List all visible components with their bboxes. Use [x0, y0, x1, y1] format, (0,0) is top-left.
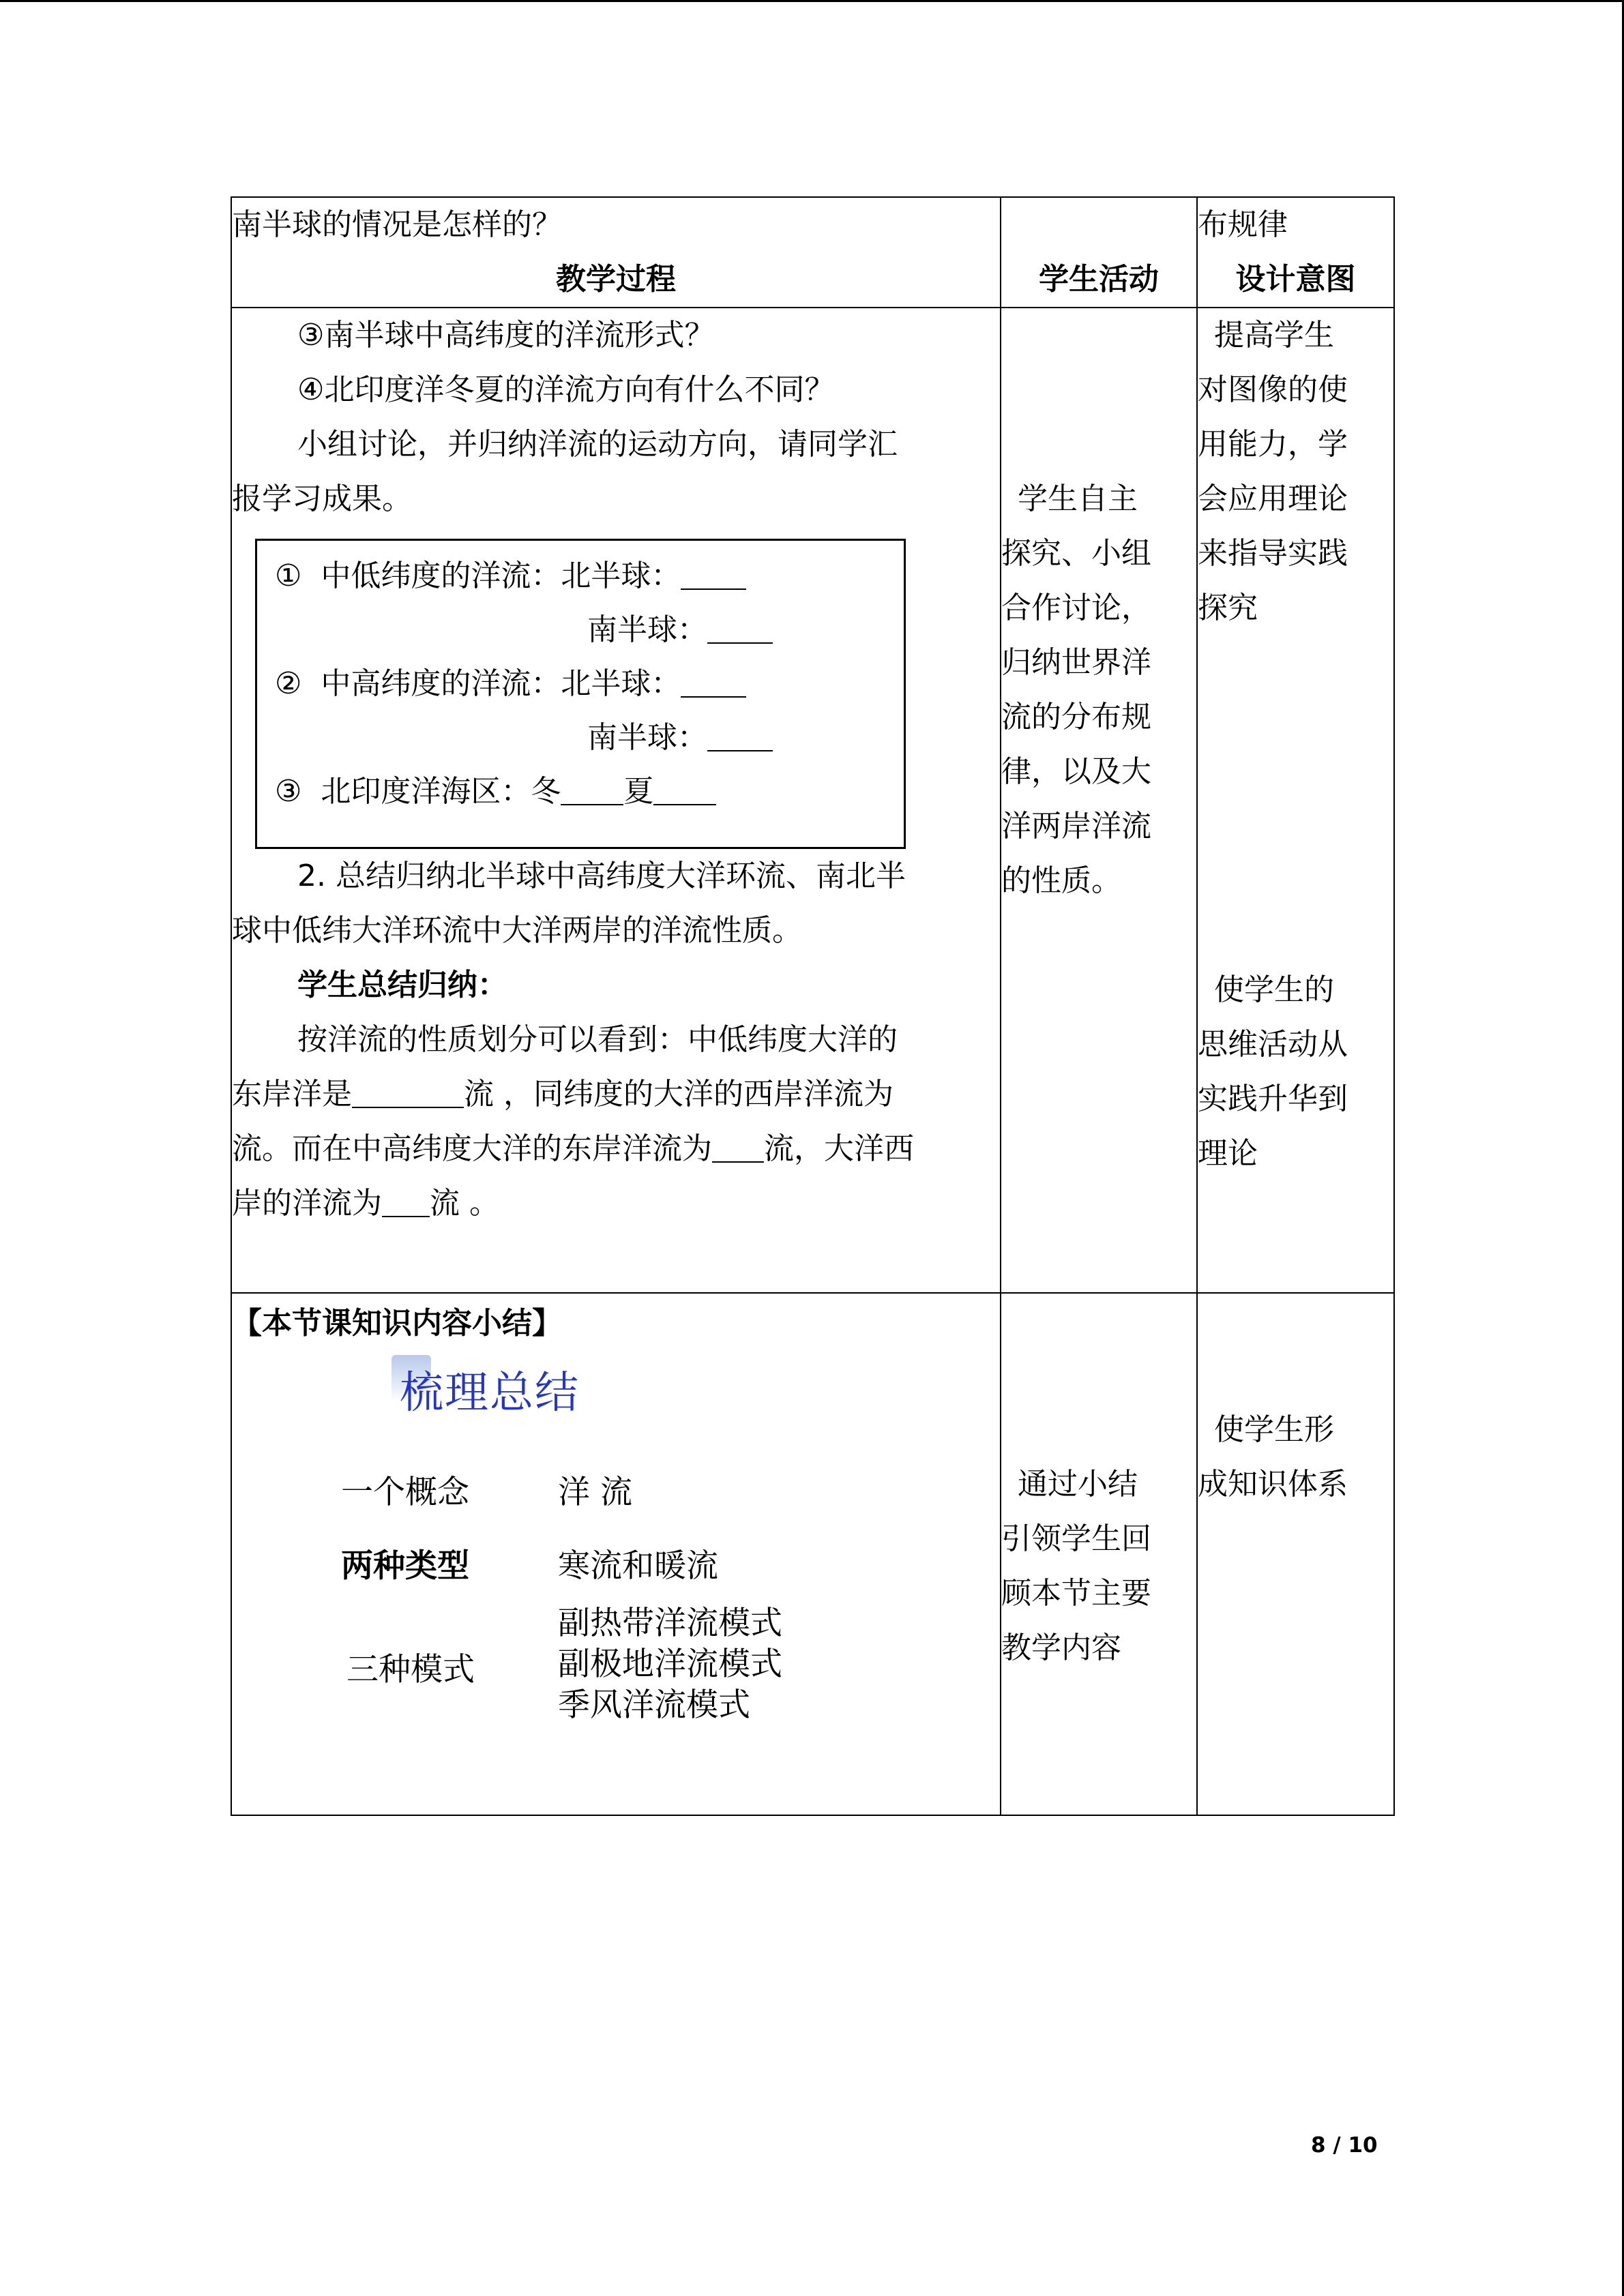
blank-field[interactable]	[653, 777, 716, 805]
answer-line: 南半球：	[275, 711, 904, 764]
intent-line: 思维活动从	[1198, 1027, 1348, 1062]
process-cell	[231, 308, 1001, 1293]
activity-line: 学生自主	[1018, 481, 1138, 516]
table-header-row	[231, 197, 1394, 308]
answer-line: ③ 北印度洋海区：冬 夏	[275, 764, 904, 818]
student-summary-label: 学生总结归纳：	[297, 968, 507, 1002]
blank-field[interactable]	[681, 669, 746, 698]
header-cell-activity	[1001, 197, 1197, 308]
summary-image-title: 梳理总结	[400, 1368, 580, 1418]
answer-line: ② 中高纬度的洋流：北半球：	[275, 657, 904, 711]
intent-line: 实践升华到	[1198, 1082, 1348, 1116]
activity-line: 归纳世界洋	[1001, 645, 1151, 680]
modes-value: 季风洋流模式	[558, 1686, 750, 1724]
blank-field[interactable]	[707, 723, 773, 751]
table-row	[231, 308, 1394, 1293]
blank-field[interactable]	[681, 561, 746, 590]
modes-label: 三种模式	[346, 1651, 475, 1688]
discussion-line-2: 报学习成果。	[232, 481, 412, 516]
activity-line: 的性质。	[1001, 863, 1121, 898]
question-4: ④北印度洋冬夏的洋流方向有什么不同？	[297, 372, 835, 407]
header-cell-process	[231, 197, 1001, 308]
intent-line: 使学生的	[1214, 972, 1334, 1007]
page-number: 8 / 10	[1311, 2133, 1378, 2158]
blank-field[interactable]	[382, 1189, 430, 1217]
summary-image	[232, 1351, 1000, 1453]
activity-cell	[1001, 308, 1197, 1293]
activity-line: 教学内容	[1001, 1630, 1121, 1665]
summary-types-row	[232, 1527, 1000, 1600]
summary-modes-row	[232, 1600, 1000, 1730]
intent-line: 理论	[1198, 1136, 1258, 1171]
header-teaching-process: 教学过程	[556, 262, 676, 297]
concept-value: 洋 流	[558, 1474, 632, 1511]
activity-line: 顾本节主要	[1001, 1576, 1151, 1611]
intent-line: 对图像的使	[1198, 372, 1348, 407]
intent-line: 使学生形	[1214, 1412, 1334, 1447]
answer-line: 南半球：	[275, 603, 904, 657]
modes-value: 副热带洋流模式	[558, 1605, 782, 1642]
blank-field[interactable]	[352, 1079, 464, 1108]
header-cell-intent	[1197, 197, 1394, 308]
lesson-table	[231, 196, 1395, 1816]
table-row	[231, 1293, 1394, 1815]
header-student-activity: 学生活动	[1039, 262, 1159, 297]
summary-para-line: 东岸洋是 流 ，同纬度的大洋的西岸洋流为	[232, 1077, 894, 1112]
summary-concept-row	[232, 1453, 1000, 1527]
blank-field[interactable]	[712, 1134, 764, 1163]
question-3: ③南半球中高纬度的洋流形式？	[297, 318, 715, 353]
answer-box	[255, 539, 906, 849]
summary-question-2: 球中低纬大洋环流中大洋两岸的洋流性质。	[232, 913, 802, 948]
activity-line: 探究、小组	[1001, 536, 1151, 571]
activity-line: 律，以及大	[1001, 754, 1151, 789]
modes-value: 副极地洋流模式	[558, 1645, 782, 1683]
activity-line: 通过小结	[1018, 1467, 1138, 1502]
summary-intent-cell	[1197, 1293, 1394, 1815]
intent-line: 来指导实践	[1198, 536, 1348, 571]
intent-line: 会应用理论	[1198, 481, 1348, 516]
summary-para-line: 岸的洋流为 流 。	[232, 1186, 499, 1221]
intent-line: 用能力，学	[1198, 427, 1348, 462]
types-value: 寒流和暖流	[558, 1547, 718, 1585]
blank-field[interactable]	[561, 777, 623, 805]
intent-line: 提高学生	[1214, 318, 1334, 353]
activity-line: 合作讨论，	[1001, 591, 1151, 625]
intent-line: 探究	[1198, 591, 1258, 625]
answer-line: ① 中低纬度的洋流：北半球：	[275, 549, 904, 603]
header-design-intent: 设计意图	[1235, 262, 1356, 297]
activity-line: 洋两岸洋流	[1001, 809, 1151, 844]
carry-over-text: 南半球的情况是怎样的？	[232, 207, 562, 242]
types-label: 两种类型	[341, 1547, 469, 1585]
summary-para-line: 按洋流的性质划分可以看到：中低纬度大洋的	[297, 1022, 898, 1057]
summary-activity-cell	[1001, 1293, 1197, 1815]
summary-question-1: 2. 总结归纳北半球中高纬度大洋环流、南北半	[297, 859, 906, 893]
intent-line: 成知识体系	[1198, 1467, 1348, 1502]
carry-over-intent: 布规律	[1198, 207, 1288, 242]
discussion-line-1: 小组讨论，并归纳洋流的运动方向，请同学汇	[297, 427, 898, 462]
activity-line: 流的分布规	[1001, 700, 1151, 734]
page-top-border	[0, 0, 1624, 2]
activity-line: 引领学生回	[1001, 1521, 1151, 1556]
summary-para-line: 流。而在中高纬度大洋的东岸洋流为 流，大洋西	[232, 1131, 914, 1166]
intent-cell	[1197, 308, 1394, 1293]
summary-title: 【本节课知识内容小结】	[232, 1306, 562, 1341]
blank-field[interactable]	[707, 615, 773, 644]
concept-label: 一个概念	[341, 1474, 469, 1511]
summary-cell	[231, 1293, 1001, 1815]
